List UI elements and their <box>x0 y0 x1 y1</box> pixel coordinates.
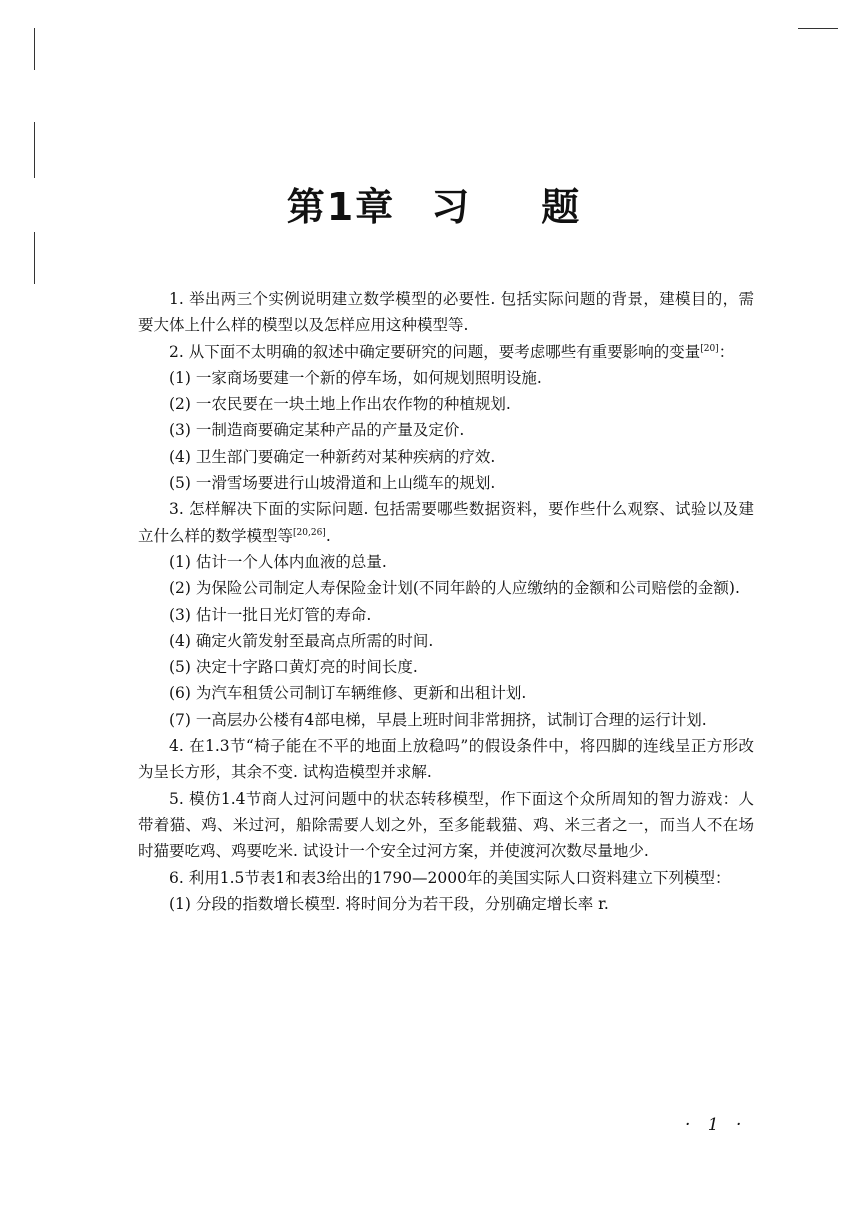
exercise-2-item-2: (2) 一农民要在一块土地上作出农作物的种植规划. <box>169 395 511 414</box>
exercise-2-item-5: (5) 一滑雪场要进行山坡滑道和上山缆车的规划. <box>169 474 496 493</box>
exercise-2-item-1: (1) 一家商场要建一个新的停车场，如何规划照明设施. <box>169 368 542 387</box>
exercise-5: 5. 模仿1.4节商人过河问题中的状态转移模型，作下面这个众所周知的智力游戏：人带着猫、鸡、米过河，船除需要人划之外，至多能载猫、鸡、米三者之一，而当人不在场时猫要吃鸡、鸡要吃米. 试设计一个安全过河方案，并使渡河次数尽量地少. <box>138 789 754 861</box>
exercise-3-item-1: (1) 估计一个人体内血液的总量. <box>169 552 387 571</box>
margin-rule-lower <box>34 232 35 284</box>
exercise-3-item-2: (2) 为保险公司制定人寿保险金计划(不同年龄的人应缴纳的金额和公司赔偿的金额). <box>169 579 740 598</box>
chapter-title <box>0 176 868 231</box>
citation-ref: [20,26] <box>293 527 326 538</box>
chapter-word-2: 题 <box>541 185 582 229</box>
chapter-word-1: 习 <box>431 185 472 229</box>
exercise-2-item-4: (4) 卫生部门要确定一种新药对某种疾病的疗效. <box>169 447 496 466</box>
exercise-4: 4. 在1.3节“椅子能在不平的地面上放稳吗”的假设条件中，将四脚的连线呈正方形改为呈长方形，其余不变. 试构造模型并求解. <box>138 737 754 782</box>
margin-rule-top <box>34 28 35 70</box>
corner-rule <box>798 28 838 29</box>
exercise-3-item-7: (7) 一高层办公楼有4部电梯，早晨上班时间非常拥挤，试制订合理的运行计划. <box>169 710 707 729</box>
exercise-2-text: 2. 从下面不太明确的叙述中确定要研究的问题，要考虑哪些有重要影响的变量 <box>169 342 701 361</box>
exercise-2-item-3: (3) 一制造商要确定某种产品的产量及定价. <box>169 421 465 440</box>
exercise-3-item-6: (6) 为汽车租赁公司制订车辆维修、更新和出租计划. <box>169 684 527 703</box>
exercise-3-item-4: (4) 确定火箭发射至最高点所需的时间. <box>169 631 434 650</box>
exercise-3-item-3: (3) 估计一批日光灯管的寿命. <box>169 605 372 624</box>
chapter-number: 第1章 <box>286 185 396 229</box>
exercise-3-item-5: (5) 决定十字路口黄灯亮的时间长度. <box>169 658 418 677</box>
exercise-6: 6. 利用1.5节表1和表3给出的1790—2000年的美国实际人口资料建立下列模型： <box>169 868 731 887</box>
exercise-3-text: 3. 怎样解决下面的实际问题. 包括需要哪些数据资料，要作些什么观察、试验以及建立什么样的数学模型等 <box>138 500 754 545</box>
exercise-list <box>138 286 754 917</box>
page-number: · 1 · <box>685 1115 748 1135</box>
exercise-2 <box>138 339 754 365</box>
exercise-3 <box>138 496 754 549</box>
margin-rule-middle <box>34 122 35 178</box>
exercise-6-item-1: (1) 分段的指数增长模型. 将时间分为若干段，分别确定增长率 r. <box>169 894 609 913</box>
citation-ref: [20] <box>700 343 719 354</box>
exercise-3-tail: . <box>325 526 331 545</box>
exercise-2-tail: ： <box>718 342 735 361</box>
exercise-1: 1. 举出两三个实例说明建立数学模型的必要性. 包括实际问题的背景，建模目的，需要大体上什么样的模型以及怎样应用这种模型等. <box>138 290 754 335</box>
